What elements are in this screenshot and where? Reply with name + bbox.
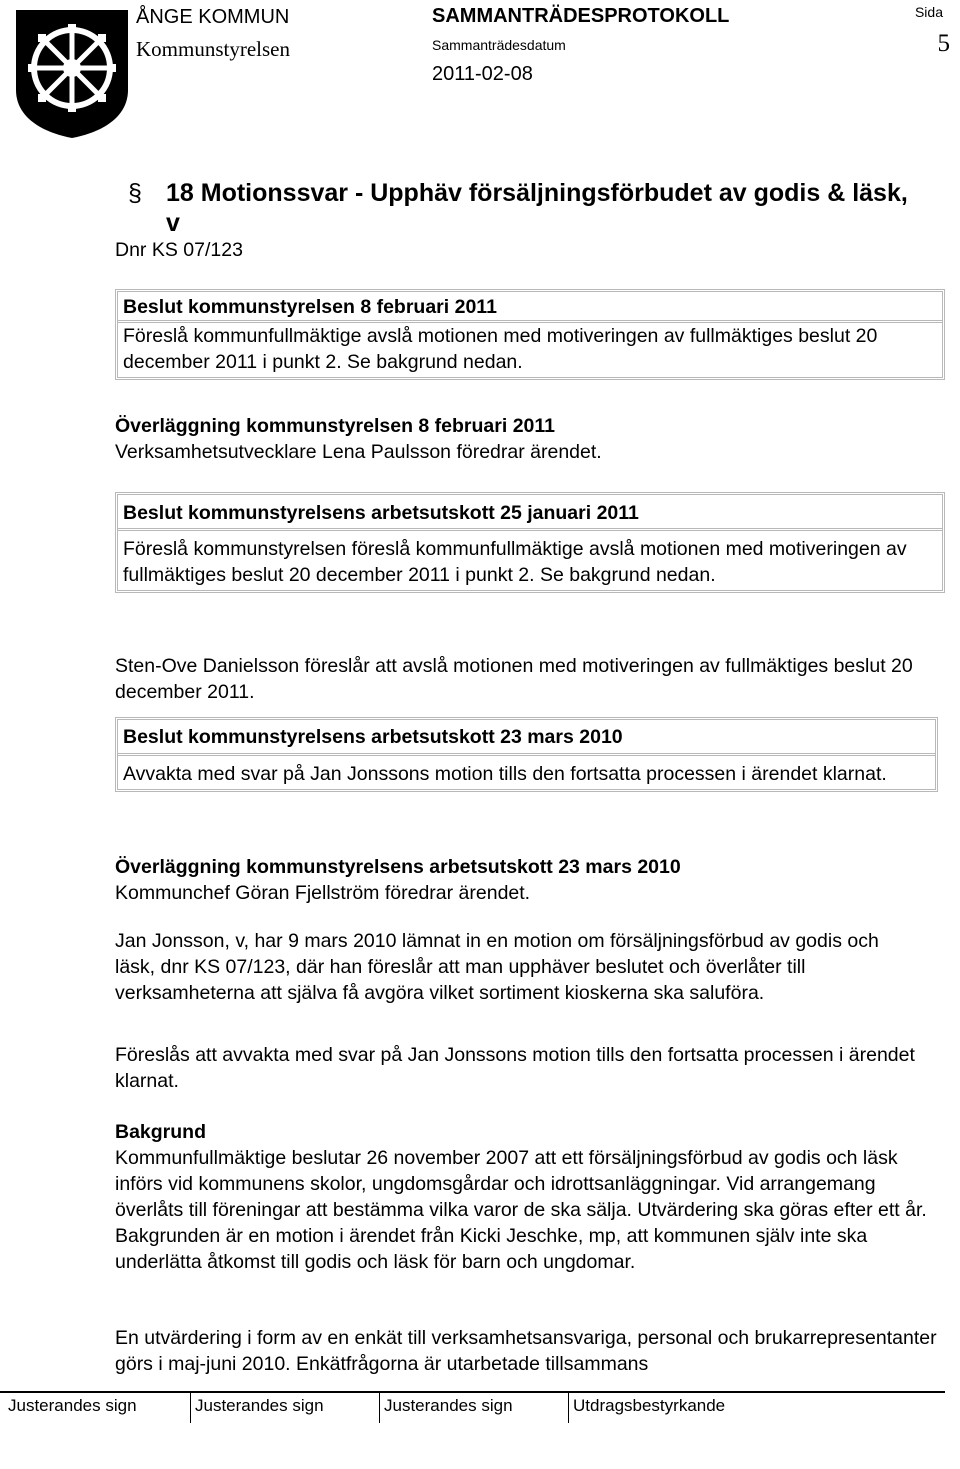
decision-box-au-2011 (115, 492, 945, 593)
decision-box-ks-text: Föreslå kommunfullmäktige avslå motionen med motiveringen av fullmäktiges beslut 20 december 2011 i punkt 2. Se bakgrund nedan. (123, 325, 878, 373)
evaluation-paragraph: En utvärdering i form av en enkät till verksamhetsansvariga, personal och brukarrepresentanter görs i maj-juni 2010. Enkätfrågorna är utarbetade tillsammans (115, 1327, 937, 1375)
decision-box-ks (115, 289, 945, 380)
organization-name: ÅNGE KOMMUN (136, 6, 290, 28)
footer-cell-sign-1: Justerandes sign (8, 1396, 137, 1415)
deliberation-ks-heading: Överläggning kommunstyrelsen 8 februari 2011 (115, 415, 555, 437)
footer-cell-sign-3: Justerandes sign (379, 1393, 568, 1423)
decision-box-au-2010-heading: Beslut kommunstyrelsens arbetsutskott 23 mars 2010 (118, 720, 935, 756)
decision-box-au-2011-text: Föreslå kommunstyrelsen föreslå kommunfullmäktige avslå motionen med motiveringen av fullmäktiges beslut 20 december 2011 i punkt 2. Se bakgrund nedan. (123, 538, 907, 586)
background-heading: Bakgrund (115, 1121, 207, 1143)
section-title (128, 178, 928, 238)
section-symbol: § (128, 179, 142, 207)
decision-box-au-2011-heading: Beslut kommunstyrelsens arbetsutskott 25 januari 2011 (118, 495, 942, 531)
page-number: 5 (937, 30, 950, 57)
proposal-text: Sten-Ove Danielsson föreslår att avslå motionen med motiveringen av fullmäktiges beslut 20 december 2011. (115, 655, 913, 703)
meeting-date: 2011-02-08 (432, 63, 533, 85)
meeting-date-label: Sammanträdesdatum (432, 37, 566, 53)
decision-box-ks-heading: Beslut kommunstyrelsen 8 februari 2011 (118, 292, 942, 323)
motion-paragraph: Jan Jonsson, v, har 9 mars 2010 lämnat in en motion om försäljningsförbud av godis och läsk, dnr KS 07/123, där han föreslår att man upphäver beslutet och överlåter till verksamheterna att själva få avgöra vilket sortiment kioskerna ska saluföra. (115, 930, 879, 1004)
deliberation-au (115, 854, 945, 906)
dnr: Dnr KS 07/123 (115, 239, 243, 261)
footer-cell-certification: Utdragsbestyrkande (568, 1393, 945, 1423)
section-title-text: 18 Motionssvar - Upphäv försäljningsförbudet av godis & läsk, v (166, 179, 908, 237)
background-text: Kommunfullmäktige beslutar 26 november 2007 att ett försäljningsförbud av godis och läsk införs vid kommunens skolor, ungdomsgårdar och idrottsanläggningar. Vid arrangemang överlåts till föreningar att bestämma vilka varor de ska sälja. Utvärdering ska göras efter ett år. Bakgrunden är en motion i ärendet från Kicki Jeschke, mp, att kommunen själv inte ska underlätta åtkomst till godis och läsk för barn och ungdomar. (115, 1147, 927, 1273)
deliberation-ks (115, 413, 945, 465)
municipality-logo (8, 4, 136, 140)
deliberation-au-heading: Överläggning kommunstyrelsens arbetsutskott 23 mars 2010 (115, 856, 681, 878)
decision-box-au-2010 (115, 717, 938, 792)
deliberation-ks-text: Verksamhetsutvecklare Lena Paulsson föredrar ärendet. (115, 441, 602, 463)
background-section (115, 1119, 945, 1275)
department-name: Kommunstyrelsen (136, 37, 290, 61)
footer-cell-sign-2: Justerandes sign (190, 1393, 379, 1423)
deliberation-au-text: Kommunchef Göran Fjellström föredrar ärendet. (115, 882, 531, 904)
page-label: Sida (914, 4, 943, 20)
document-type: SAMMANTRÄDESPROTOKOLL (432, 5, 730, 27)
decision-box-au-2010-text: Avvakta med svar på Jan Jonssons motion tills den fortsatta processen i ärendet klarnat. (123, 763, 887, 785)
recommendation-paragraph: Föreslås att avvakta med svar på Jan Jonssons motion tills den fortsatta processen i ärendet klarnat. (115, 1044, 915, 1092)
signature-footer (0, 1391, 945, 1423)
